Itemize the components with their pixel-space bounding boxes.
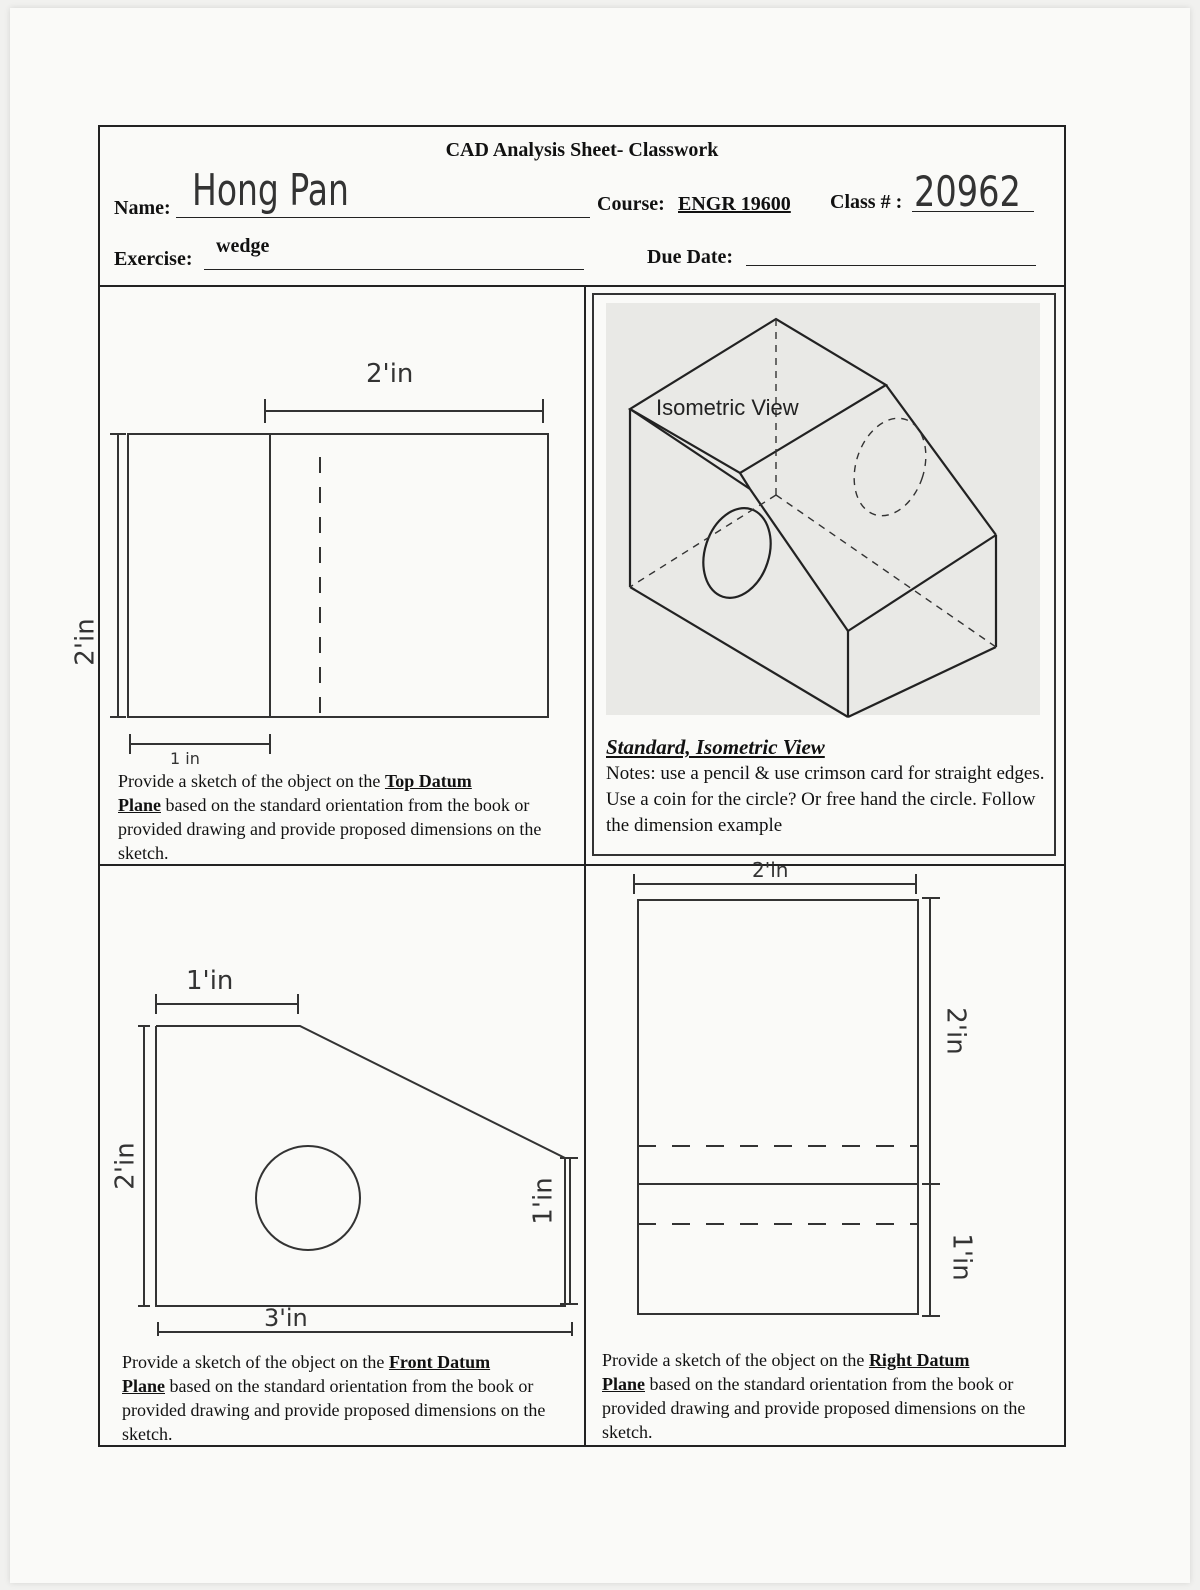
top-plane-sketch[interactable] xyxy=(100,287,584,757)
top-dim-bottom: 1 in xyxy=(170,749,200,768)
front-instr-pre: Provide a sketch of the object on the xyxy=(122,1352,389,1372)
right-plane-cell xyxy=(586,858,1064,1446)
exercise-value[interactable]: wedge xyxy=(216,235,270,257)
front-dim-height: 2'in xyxy=(110,1142,141,1190)
sheet-title: CAD Analysis Sheet- Classwork xyxy=(445,139,719,161)
right-plane-sketch[interactable] xyxy=(586,866,1064,1336)
right-instr-bold2: Plane xyxy=(602,1374,645,1394)
front-dim-right: 1'in xyxy=(528,1177,559,1225)
right-dim-top: 2'in xyxy=(752,858,789,882)
name-label: Name: xyxy=(114,197,171,219)
front-dim-top: 1'in xyxy=(186,966,234,996)
top-instr-post: based on the standard orientation from the book or provided drawing and provide proposed dimensions on the sketch. xyxy=(118,795,542,863)
exercise-line xyxy=(204,269,584,270)
due-date-field[interactable] xyxy=(746,265,1036,266)
course-label: Course: xyxy=(597,193,665,215)
top-instr-pre: Provide a sketch of the object on the xyxy=(118,771,385,791)
analysis-sheet xyxy=(70,125,1066,1447)
front-instr-bold2: Plane xyxy=(122,1376,165,1396)
top-instr-bold2: Plane xyxy=(118,795,161,815)
isometric-heading: Standard, Isometric View xyxy=(606,735,825,759)
isometric-image-label: Isometric View xyxy=(656,395,799,420)
top-dim-width: 2'in xyxy=(366,359,414,389)
right-instr-pre: Provide a sketch of the object on the xyxy=(602,1350,869,1370)
name-line xyxy=(176,217,590,218)
front-instr-bold1: Front Datum xyxy=(388,1352,491,1372)
class-label: Class # : xyxy=(830,191,903,213)
exercise-label: Exercise: xyxy=(114,248,193,270)
due-date-label: Due Date: xyxy=(647,246,734,268)
course-value: ENGR 19600 xyxy=(678,193,791,215)
right-dim-upper: 2'in xyxy=(940,1007,971,1055)
name-value[interactable]: Hong Pan xyxy=(192,165,349,216)
right-instr-bold1: Right Datum xyxy=(868,1350,970,1370)
class-value[interactable]: 20962 xyxy=(914,167,1021,216)
right-plane-instructions xyxy=(602,1348,1058,1444)
right-dim-lower: 1'in xyxy=(946,1233,977,1281)
top-plane-instructions xyxy=(118,769,574,865)
front-instr-post: based on the standard orientation from the book or provided drawing and provide proposed dimensions on the sketch. xyxy=(122,1376,546,1444)
top-instr-bold1: Top Datum xyxy=(384,771,472,791)
front-plane-sketch[interactable] xyxy=(100,866,584,1336)
top-plane-cell xyxy=(70,287,584,864)
front-plane-instructions xyxy=(122,1350,576,1446)
isometric-cell xyxy=(592,293,1056,856)
front-plane-cell xyxy=(100,866,584,1446)
isometric-drawing[interactable] xyxy=(600,299,1050,719)
front-dim-bottom: 3'in xyxy=(264,1304,308,1332)
right-instr-post: based on the standard orientation from the book or provided drawing and provide proposed dimensions on the sketch. xyxy=(602,1374,1026,1442)
top-dim-height: 2'in xyxy=(70,618,101,666)
isometric-notes: Notes: use a pencil & use crimson card for straight edges. Use a coin for the circle? Or free hand the circle. Follow the dimension example xyxy=(606,763,1045,836)
